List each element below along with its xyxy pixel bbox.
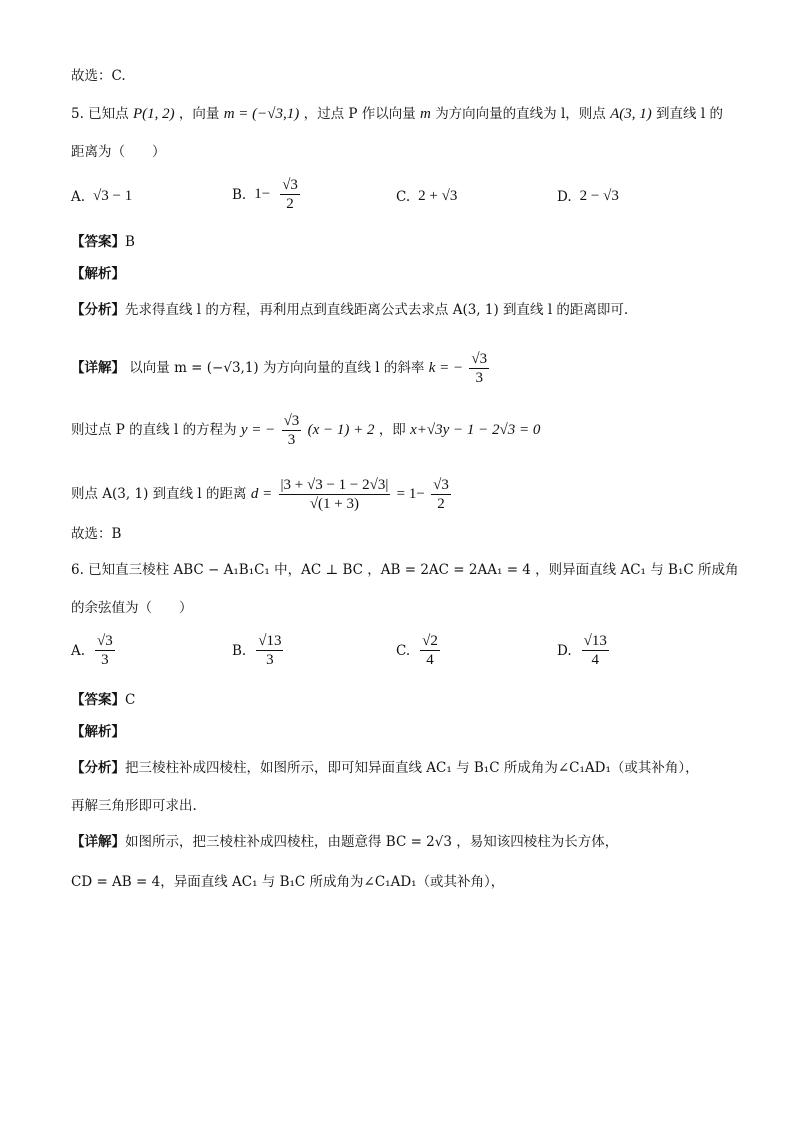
q6-option-d-num: √13 <box>583 633 607 649</box>
q5-option-c-value: 2 + √3 <box>418 188 458 204</box>
line-eq-y: y = − <box>240 422 276 438</box>
detail-label-1: 【详解】 <box>71 360 125 376</box>
q5-option-d-value: 2 − √3 <box>579 188 619 204</box>
q5-option-b <box>232 176 302 213</box>
q6-option-c-den: 4 <box>426 652 434 668</box>
analysis-label-1: 【分析】 <box>71 302 125 318</box>
q6-option-b-num: √13 <box>258 633 282 649</box>
line-eq-pre: 则过点 P 的直线 l 的方程为 <box>71 422 237 438</box>
q6-option-d-fraction <box>582 632 609 669</box>
distance-result-fraction <box>431 476 451 513</box>
q5-point-a: A(3, 1) <box>610 106 652 122</box>
q5-text-b: ，向量 <box>178 106 220 122</box>
q5-text-d: 为方向向量的直线为 l，则点 <box>435 106 606 122</box>
q5-option-b-pre: 1− <box>254 186 271 202</box>
q5-option-b-den: 2 <box>286 196 294 212</box>
question-5-stem <box>71 104 723 124</box>
answer-label-1: 【答案】 <box>71 234 125 250</box>
detail-text-2: 如图所示，把三棱柱补成四棱柱，由题意得 BC = 2√3 ，易知该四棱柱为长方体， <box>125 834 619 850</box>
distance-result-num: √3 <box>433 477 449 493</box>
line-choose-b: 故选：B <box>71 526 122 542</box>
q6-option-a-label: A. <box>71 642 86 659</box>
detail-1 <box>71 350 491 387</box>
detail-2 <box>71 832 618 852</box>
line-eq-fraction <box>282 412 302 449</box>
line-eq-num: √3 <box>283 413 300 429</box>
q5-option-b-fraction <box>280 176 300 213</box>
line-eq-post: (x − 1) + 2 <box>307 422 375 438</box>
q5-option-c <box>396 188 457 205</box>
q6-option-b-label: B. <box>232 642 247 659</box>
line-eq-den: 3 <box>287 432 296 448</box>
q6-option-d-den: 4 <box>591 652 599 668</box>
q5-option-a-label: A. <box>71 188 86 205</box>
q5-vector-m2: m <box>420 106 431 122</box>
q6-option-c <box>396 632 442 669</box>
q6-option-b-den: 3 <box>266 652 274 668</box>
q5-option-c-label: C. <box>396 188 411 205</box>
answer-1 <box>71 232 135 252</box>
slope-num: √3 <box>471 351 488 367</box>
distance-d: d = <box>250 486 273 502</box>
q5-text-c: ，过点 P 作以向量 <box>303 106 416 122</box>
distance-line <box>71 476 453 513</box>
q5-option-d <box>557 188 619 205</box>
slope-k: k = − <box>428 360 464 376</box>
distance-num: |3 + √3 − 1 − 2√3| <box>280 477 389 493</box>
q5-option-b-label: B. <box>232 186 247 203</box>
distance-den: √(1 + 3) <box>309 496 360 512</box>
answer-label-2: 【答案】 <box>71 692 125 708</box>
answer-value-1: B <box>125 234 135 250</box>
analysis-text-2: 把三棱柱补成四棱柱，如图所示，即可知异面直线 AC₁ 与 B₁C 所成角为∠C₁AD₁（或其补角）， <box>125 760 699 776</box>
distance-fraction <box>279 476 391 513</box>
analysis-1 <box>71 300 628 320</box>
jiexi-1: 【解析】 <box>71 266 125 282</box>
slope-fraction <box>469 350 489 387</box>
detail-label-2: 【详解】 <box>71 834 125 850</box>
q6-option-c-num: √2 <box>422 633 438 649</box>
line-eq-mid: ，即 <box>378 422 406 438</box>
q5-text-e: 到直线 l 的 <box>656 106 723 122</box>
q5-option-b-num: √3 <box>282 177 298 193</box>
q5-point-p: P(1, 2) <box>132 106 175 122</box>
q6-option-d-label: D. <box>557 642 572 659</box>
q6-option-b-fraction <box>256 632 283 669</box>
q6-option-c-fraction <box>420 632 440 669</box>
question-6-stem-2: 的余弦值为（ ） <box>71 600 193 616</box>
q6-option-a-fraction <box>95 632 115 669</box>
q6-option-a-num: √3 <box>97 633 113 649</box>
q6-option-a-den: 3 <box>101 652 109 668</box>
line-equation <box>71 412 540 449</box>
analysis-2-line2: 再解三角形即可求出. <box>71 798 197 814</box>
q5-text-a: 5. 已知点 <box>71 106 129 122</box>
question-6-stem: 6. 已知直三棱柱 ABC − A₁B₁C₁ 中，AC ⊥ BC ，AB = 2AC = 2AA₁ = 4 ，则异面直线 AC₁ 与 B₁C 所成角 <box>71 562 739 578</box>
line-choose-c: 故选：C. <box>71 68 126 84</box>
distance-result-den: 2 <box>437 496 445 512</box>
answer-2 <box>71 690 135 710</box>
q6-option-c-label: C. <box>396 642 411 659</box>
q6-option-a <box>71 632 117 669</box>
q5-option-a <box>71 188 132 205</box>
analysis-label-2: 【分析】 <box>71 760 125 776</box>
q6-option-d <box>557 632 611 669</box>
detail-2-line2: CD = AB = 4，异面直线 AC₁ 与 B₁C 所成角为∠C₁AD₁（或其补角）， <box>71 874 505 890</box>
jiexi-2: 【解析】 <box>71 724 125 740</box>
analysis-text-1: 先求得直线 l 的方程，再利用点到直线距离公式去求点 A(3, 1) 到直线 l 的距离即可. <box>125 302 629 318</box>
detail-text-1: 以向量 m = (−√3,1) 为方向向量的直线 l 的斜率 <box>129 360 425 376</box>
distance-eq: = 1− <box>396 486 425 502</box>
q6-option-b <box>232 632 285 669</box>
q5-option-d-label: D. <box>557 188 572 205</box>
q5-vector-m: m = (−√3,1) <box>223 106 300 122</box>
slope-den: 3 <box>475 370 484 386</box>
question-5-stem-2: 距离为（ ） <box>71 144 166 160</box>
answer-value-2: C <box>125 692 136 708</box>
q5-option-a-value: √3 − 1 <box>93 188 133 204</box>
line-eq-standard: x+√3y − 1 − 2√3 = 0 <box>410 422 541 438</box>
analysis-2 <box>71 758 699 778</box>
distance-pre: 则点 A(3, 1) 到直线 l 的距离 <box>71 486 247 502</box>
